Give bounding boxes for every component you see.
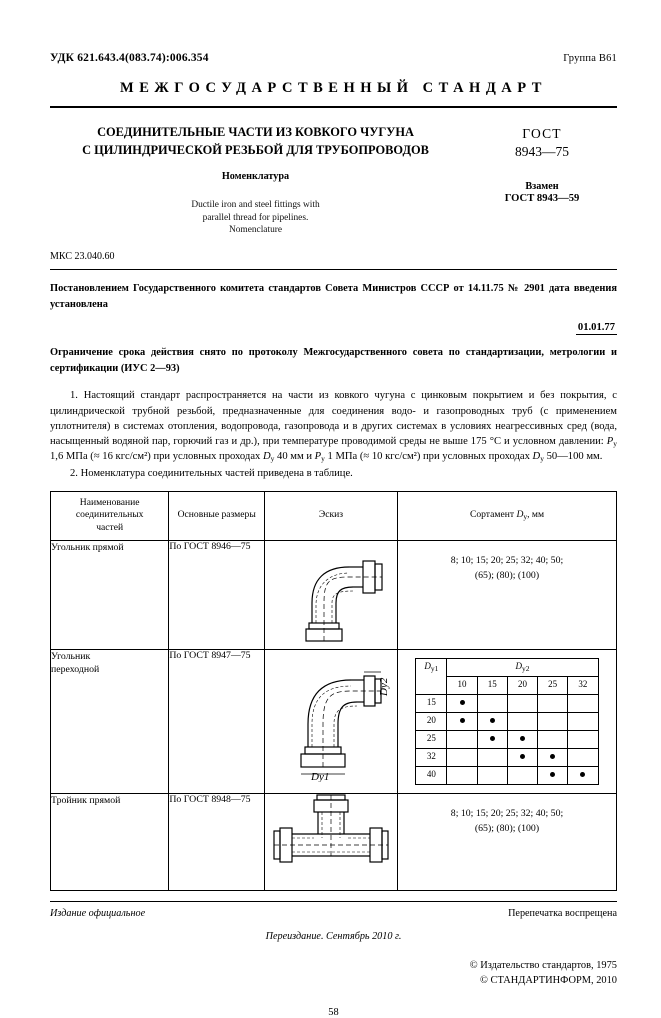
dy2: D (532, 450, 541, 462)
dy-col-4: 32 (568, 676, 598, 694)
page-number: 58 (328, 1006, 339, 1018)
dy-cell (447, 730, 477, 748)
title-line1: СОЕДИНИТЕЛЬНЫЕ ЧАСТИ ИЗ КОВКОГО ЧУГУНА (97, 125, 414, 139)
elbow-90-sketch (265, 541, 397, 649)
header-dimensions: Основные размеры (169, 491, 265, 540)
title-en-line3: Nomenclature (228, 225, 283, 236)
dy-cell (507, 694, 537, 712)
header-row (50, 52, 617, 64)
table-row (51, 540, 617, 649)
vzamen-value: ГОСТ 8943—59 (504, 193, 580, 204)
table-header-row (51, 491, 617, 540)
dy-row (416, 730, 598, 748)
header-assortment-d: D (516, 509, 524, 521)
dy-cell (538, 694, 568, 712)
row3-sort-l2: (65); (80); (100) (474, 823, 540, 835)
row2-assortment (398, 649, 617, 793)
dy-cell (538, 766, 568, 784)
row2-name (51, 649, 169, 793)
body-text (50, 388, 617, 480)
dy-cell (507, 766, 537, 784)
standard-word: МЕЖГОСУДАРСТВЕННЫЙ СТАНДАРТ (120, 80, 547, 96)
row3-sort-l1: 8; 10; 15; 20; 25; 32; 40; 50; (450, 807, 564, 819)
dy-cell (568, 748, 598, 766)
dy-row (416, 712, 598, 730)
dy-row-label: 15 (416, 694, 447, 712)
gost-number: 8943—75 (515, 144, 569, 159)
row1-assortment-text (398, 541, 616, 596)
header-assortment-a: Сортамент (469, 509, 517, 521)
title-en-line2: parallel thread for pipelines. (202, 212, 309, 223)
dy1-sub: у (270, 453, 275, 463)
py1-sub: у (613, 438, 617, 448)
intro-date-line (50, 317, 617, 335)
gost-label: ГОСТ (522, 126, 562, 141)
dy-cell (477, 748, 507, 766)
limit-text: Ограничение срока действия снято по протоколу Межгосударственного совета по стандартизации, метрологии и сертификации (ИУС 2—93) (50, 347, 617, 374)
row3-assortment-text (398, 794, 616, 849)
copyright-block (50, 958, 617, 989)
dy-span-sub: у2 (521, 663, 530, 673)
py2: P (314, 450, 322, 462)
dy-cell (568, 712, 598, 730)
title-block (50, 124, 617, 237)
dy2-sub: у (540, 453, 544, 463)
mks-code: МКС 23.040.60 (50, 251, 115, 263)
header-name (51, 491, 169, 540)
row3-assortment (398, 793, 617, 890)
para1-c: 40 мм и (274, 450, 315, 462)
dy-col-3: 25 (538, 676, 568, 694)
sketch-label-dy2: Dу2 (378, 677, 391, 696)
title-english (50, 199, 461, 237)
header-sketch: Эскиз (265, 491, 398, 540)
dy-col-2: 20 (507, 676, 537, 694)
para1-e: 50—100 мм. (543, 450, 603, 462)
dy-col-0: 10 (447, 676, 477, 694)
fittings-table (50, 491, 617, 891)
dy1: D (262, 450, 271, 462)
dy-cell (568, 730, 598, 748)
dy-row (416, 748, 598, 766)
row1-sort-l1: 8; 10; 15; 20; 25; 32; 40; 50; (450, 554, 564, 566)
dy-corner-d: D (424, 660, 431, 671)
footer-right: Перепечатка воспрещена (508, 907, 617, 919)
dy-row-label: 25 (416, 730, 447, 748)
dy-cell (568, 694, 598, 712)
title-left (50, 124, 467, 237)
dy-cell (568, 766, 598, 784)
dy-cell (447, 694, 477, 712)
group-code: Группа В61 (563, 53, 617, 64)
table-row (51, 793, 617, 890)
para1-d: 1 МПа (≈ 10 кгс/см²) при условных проходах (324, 450, 533, 462)
dy-row-label: 40 (416, 766, 447, 784)
row1-dimension: По ГОСТ 8946—75 (169, 540, 265, 649)
dy-span-d: D (515, 660, 522, 671)
row3-dimension: По ГОСТ 8948—75 (169, 793, 265, 890)
title-right (467, 124, 617, 237)
vzamen-label: Взамен (525, 181, 559, 192)
dy-cell (538, 730, 568, 748)
row1-name: Угольник прямой (51, 540, 169, 649)
row1-sketch-cell (265, 540, 398, 649)
dy-corner (416, 658, 447, 694)
dy-cell (477, 766, 507, 784)
dy-cell (507, 730, 537, 748)
py1: P (606, 435, 614, 447)
udk-code: УДК 621.643.4(083.74):006.354 (50, 52, 209, 64)
py2-sub: у (321, 453, 325, 463)
header-name-l2: соединительных (75, 509, 144, 521)
header-assortment-sub: у (523, 512, 528, 522)
dy-row (416, 694, 598, 712)
dy-corner-sub: у1 (430, 663, 439, 673)
para1-b: 1,6 МПа (≈ 16 кгс/см²) при условных проходах (50, 450, 263, 462)
dy-cell (447, 748, 477, 766)
header-name-l3: частей (96, 521, 124, 533)
intro-date: 01.01.77 (577, 322, 615, 334)
dy-cell (477, 694, 507, 712)
row1-sort-l2: (65); (80); (100) (474, 570, 540, 582)
header-assortment (398, 491, 617, 540)
title-subtitle: Номенклатура (221, 170, 290, 182)
para1-a: 1. Настоящий стандарт распространяется на части из ковкого чугуна с цинковым покрытием и без покрытия, с цилиндрической трубной резьбой, предназначенные для соединения водо- и газопроводных труб (с применением уплотнителя) в системах отопления, водопровода, газопровода и в других системах в условиях неагрессивных сред (вода, насыщенный водяной пар, горючий газ и др.), при температуре проводимой среды не выше 175 °С и условном давлении: (50, 390, 617, 447)
elbow-reducing-sketch (265, 650, 397, 782)
title-en-line1: Ductile iron and steel fittings with (191, 199, 320, 210)
dy-cell (477, 712, 507, 730)
footer-left: Издание официальное (50, 907, 146, 919)
title-main (50, 124, 461, 160)
dy-row-label: 20 (416, 712, 447, 730)
dy-matrix-table (415, 658, 598, 785)
dy-cell (447, 712, 477, 730)
row3-name: Тройник прямой (51, 793, 169, 890)
footer-row (50, 908, 617, 919)
dy-cell (447, 766, 477, 784)
row3-sketch-cell (265, 793, 398, 890)
row2-name-l2: переходной (51, 663, 100, 675)
copyright-line2: © СТАНДАРТИНФОРМ, 2010 (480, 975, 617, 987)
mks-divider (50, 269, 617, 270)
dy-cell (538, 712, 568, 730)
dy-row-label: 32 (416, 748, 447, 766)
dy-col-1: 15 (477, 676, 507, 694)
reissue-note: Переиздание. Сентябрь 2010 г. (265, 930, 402, 942)
row2-name-l1: Угольник (51, 650, 91, 662)
copyright-line1: © Издательство стандартов, 1975 (469, 959, 617, 971)
dy-cell (507, 712, 537, 730)
header-assortment-b: , мм (527, 509, 545, 521)
tee-sketch (265, 794, 397, 890)
dy-span-header (447, 658, 598, 676)
paragraph-1 (50, 388, 617, 463)
dy-row (416, 766, 598, 784)
dy-cell (507, 748, 537, 766)
paragraph-2: 2. Номенклатура соединительных частей приведена в таблице. (70, 467, 353, 479)
row2-sketch-cell (265, 649, 398, 793)
dy-cell (477, 730, 507, 748)
row2-dimension: По ГОСТ 8947—75 (169, 649, 265, 793)
resolution-text: Постановлением Государственного комитета стандартов Совета Министров СССР от 14.11.75 № 2901 дата введения установлена (50, 283, 617, 310)
sketch-label-dy1: Dу1 (311, 770, 330, 782)
header-name-l1: Наименование (79, 496, 140, 508)
dy-header-row1 (416, 658, 598, 676)
header-divider (50, 106, 617, 108)
title-line2: С ЦИЛИНДРИЧЕСКОЙ РЕЗЬБОЙ ДЛЯ ТРУБОПРОВОДОВ (82, 142, 429, 157)
row1-assortment (398, 540, 617, 649)
footer-divider (50, 901, 617, 902)
dy-cell (538, 748, 568, 766)
table-row (51, 649, 617, 793)
